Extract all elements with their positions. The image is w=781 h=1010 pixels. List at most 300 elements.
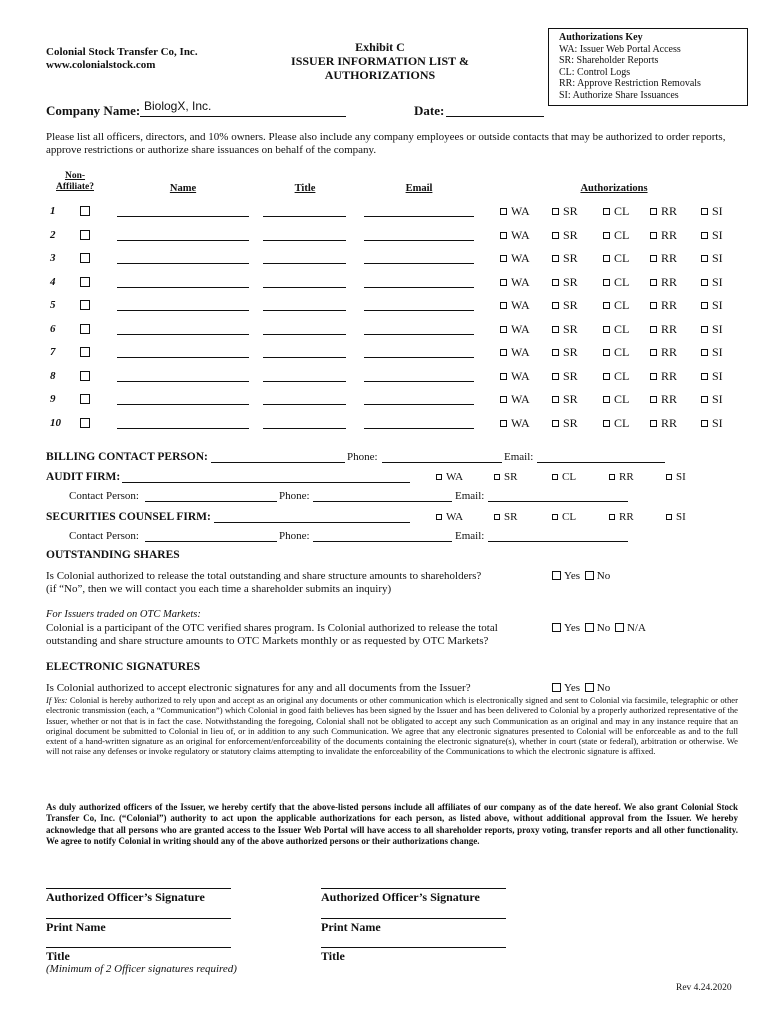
auth-sr-option[interactable] <box>552 275 578 290</box>
email-field[interactable] <box>364 287 474 288</box>
auth-wa-option[interactable] <box>500 392 530 407</box>
auth-code-label: SR <box>563 274 578 289</box>
auth-checkbox[interactable] <box>552 255 559 262</box>
auth-checkbox[interactable] <box>500 396 507 403</box>
counsel-si-option[interactable] <box>666 511 686 523</box>
auth-wa-option[interactable] <box>500 345 530 360</box>
title-field[interactable] <box>263 287 346 288</box>
esig-heading: ELECTRONIC SIGNATURES <box>46 661 201 673</box>
auth-checkbox[interactable] <box>603 349 610 356</box>
name-field[interactable] <box>117 216 249 217</box>
email-field[interactable] <box>364 263 474 264</box>
col-authorizations: Authorizations <box>580 183 648 194</box>
audit-sr-option[interactable] <box>494 471 517 483</box>
auth-code-label: SI <box>712 204 723 218</box>
auth-si-option[interactable] <box>701 298 723 313</box>
auth-checkbox[interactable] <box>552 474 558 480</box>
auth-cl-option[interactable] <box>603 392 629 407</box>
outstanding-question-line1: Is Colonial authorized to release the total outstanding and share structure amounts to shareholders? <box>46 570 482 582</box>
auth-checkbox[interactable] <box>701 396 708 403</box>
auth-si-option[interactable] <box>701 204 723 219</box>
billing-email-field[interactable] <box>537 462 665 463</box>
counsel-phone-label: Phone: <box>279 530 310 542</box>
non-affiliate-checkbox[interactable] <box>80 277 90 287</box>
auth-checkbox[interactable] <box>603 373 610 380</box>
auth-code-label: CL <box>614 251 630 265</box>
auth-code-label: RR <box>661 415 678 430</box>
auth-code-label: CL <box>614 415 630 430</box>
auth-si-option[interactable] <box>701 228 723 243</box>
non-affiliate-checkbox[interactable] <box>80 418 90 428</box>
auth-checkbox[interactable] <box>609 474 615 480</box>
auth-code-label: RR <box>661 321 678 336</box>
title-field[interactable] <box>263 263 346 264</box>
auth-code-label: RR <box>661 345 678 359</box>
title-field[interactable] <box>263 334 346 335</box>
outstanding-no-checkbox[interactable] <box>585 571 594 580</box>
auth-wa-option[interactable] <box>500 251 530 266</box>
counsel-firm-label: SECURITIES COUNSEL FIRM: <box>46 511 211 523</box>
auth-checkbox[interactable] <box>436 514 442 520</box>
outstanding-heading: OUTSTANDING SHARES <box>46 549 180 561</box>
counsel-contact-field[interactable] <box>145 541 277 542</box>
revision-label: Rev 4.24.2020 <box>676 983 732 993</box>
outstanding-question <box>46 570 481 596</box>
title-line-1: ISSUER INFORMATION LIST & <box>291 54 469 68</box>
auth-wa-option[interactable] <box>500 275 530 290</box>
row-number: 5 <box>50 299 56 311</box>
counsel-email-field[interactable] <box>488 541 628 542</box>
auth-wa-option[interactable] <box>500 369 530 384</box>
audit-phone-label: Phone: <box>279 490 310 502</box>
auth-checkbox[interactable] <box>500 373 507 380</box>
name-field[interactable] <box>117 334 249 335</box>
email-field[interactable] <box>364 381 474 382</box>
auth-si-option[interactable] <box>701 322 723 337</box>
auth-code-label: SR <box>504 471 518 483</box>
auth-checkbox[interactable] <box>701 208 708 215</box>
auth-checkbox[interactable] <box>603 255 610 262</box>
company-name-field[interactable]: BiologX, Inc. <box>144 99 212 113</box>
auth-code-label: RR <box>661 298 678 312</box>
auth-checkbox[interactable] <box>552 373 559 380</box>
auth-checkbox[interactable] <box>701 302 708 309</box>
auth-checkbox[interactable] <box>701 279 708 286</box>
auth-wa-option[interactable] <box>500 204 530 219</box>
auth-si-option[interactable] <box>701 251 723 266</box>
audit-contact-field[interactable] <box>145 501 277 502</box>
title-field[interactable] <box>263 404 346 405</box>
auth-checkbox[interactable] <box>552 514 558 520</box>
yes-label: Yes <box>564 570 581 582</box>
auth-code-label: RR <box>661 274 678 289</box>
name-field[interactable] <box>117 310 249 311</box>
title-field[interactable] <box>263 381 346 382</box>
key-item: WA: Issuer Web Portal Access <box>559 43 681 55</box>
auth-code-label: SR <box>563 227 578 242</box>
auth-rr-option[interactable] <box>650 416 677 431</box>
auth-sr-option[interactable] <box>552 228 578 243</box>
auth-code-label: WA <box>511 345 530 359</box>
auth-checkbox[interactable] <box>650 420 657 427</box>
auth-wa-option[interactable] <box>500 322 530 337</box>
auth-checkbox[interactable] <box>650 255 657 262</box>
name-field[interactable] <box>117 287 249 288</box>
signature-line-1[interactable] <box>46 888 231 889</box>
auth-checkbox[interactable] <box>666 514 672 520</box>
esig-options <box>552 682 610 694</box>
audit-cl-option[interactable] <box>552 471 576 483</box>
auth-code-label: SI <box>712 415 723 430</box>
col-non-affiliate <box>52 171 98 193</box>
auth-code-label: SI <box>712 274 723 289</box>
yes-label: Yes <box>564 682 581 694</box>
row-number: 10 <box>50 416 61 429</box>
counsel-rr-option[interactable] <box>609 511 634 523</box>
auth-code-label: CL <box>614 345 630 359</box>
audit-email-field[interactable] <box>488 501 628 502</box>
email-field[interactable] <box>364 357 474 358</box>
auth-checkbox[interactable] <box>701 420 708 427</box>
key-title: Authorizations Key <box>559 32 643 43</box>
auth-code-label: RR <box>619 511 634 523</box>
auth-rr-option[interactable] <box>650 204 677 219</box>
otc-no-checkbox[interactable] <box>585 623 594 632</box>
auth-code-label: CL <box>562 471 577 483</box>
counsel-sr-option[interactable] <box>494 511 517 523</box>
auth-code-label: WA <box>511 298 530 312</box>
auth-code-label: CL <box>614 298 630 312</box>
auth-checkbox[interactable] <box>650 396 657 403</box>
auth-code-label: RR <box>661 204 678 218</box>
esig-yes-checkbox[interactable] <box>552 683 561 692</box>
auth-checkbox[interactable] <box>603 396 610 403</box>
col-title: Title <box>294 183 316 194</box>
auth-code-label: SI <box>712 227 723 242</box>
auth-checkbox[interactable] <box>701 232 708 239</box>
key-item: RR: Approve Restriction Removals <box>559 78 701 90</box>
non-affiliate-checkbox[interactable] <box>80 371 90 381</box>
auth-checkbox[interactable] <box>500 208 507 215</box>
billing-phone-field[interactable] <box>382 462 502 463</box>
name-field[interactable] <box>117 381 249 382</box>
auth-code-label: SI <box>676 511 686 523</box>
auth-wa-option[interactable] <box>500 416 530 431</box>
signature-line-2[interactable] <box>321 888 506 889</box>
auth-checkbox[interactable] <box>552 232 559 239</box>
counsel-cl-option[interactable] <box>552 511 576 523</box>
auth-cl-option[interactable] <box>603 369 629 384</box>
auth-rr-option[interactable] <box>650 392 677 407</box>
auth-checkbox[interactable] <box>650 208 657 215</box>
auth-code-label: WA <box>511 321 530 336</box>
auth-code-label: SI <box>676 471 686 483</box>
name-field[interactable] <box>117 263 249 264</box>
auth-cl-option[interactable] <box>603 228 629 243</box>
auth-sr-option[interactable] <box>552 298 578 313</box>
otc-note: For Issuers traded on OTC Markets: <box>46 609 201 620</box>
row-number: 7 <box>50 346 56 358</box>
auth-cl-option[interactable] <box>603 322 629 337</box>
auth-code-label: WA <box>446 471 464 483</box>
auth-si-option[interactable] <box>701 275 723 290</box>
auth-sr-option[interactable] <box>552 251 578 266</box>
col-non-affiliate-line2: Affiliate? <box>56 182 94 192</box>
audit-wa-option[interactable] <box>436 471 463 483</box>
audit-rr-option[interactable] <box>609 471 634 483</box>
billing-label: BILLING CONTACT PERSON: <box>46 451 208 463</box>
certification-text: As duly authorized officers of the Issuer, we hereby certify that the above-listed persons include all affiliates of our company as of the date hereof. We also grant Colonial Stock Transfer Co, Inc. (“Colonial”) authority to act upon the applicable authorizations for each person, as listed above, without additional approval from the Issuer. We hereby acknowledge that all persons who are granted access to the Issuer Web Portal will have access to all shareholder reports, proxy voting, transfer reports and all other functionality. We agree to notify Colonial in writing should any of the above authorized persons or their authorizations change. <box>46 802 738 847</box>
authorizations-key <box>548 28 748 106</box>
esig-no-checkbox[interactable] <box>585 683 594 692</box>
print-name-label-2: Print Name <box>321 920 381 934</box>
title-line-1-field[interactable] <box>46 947 231 948</box>
key-item: SR: Shareholder Reports <box>559 55 659 67</box>
auth-checkbox[interactable] <box>552 326 559 333</box>
auth-checkbox[interactable] <box>500 255 507 262</box>
outstanding-yes-checkbox[interactable] <box>552 571 561 580</box>
col-non-affiliate-line1: Non- <box>64 171 86 181</box>
auth-checkbox[interactable] <box>650 279 657 286</box>
auth-code-label: SR <box>563 415 578 430</box>
exhibit-label: Exhibit C <box>355 40 405 54</box>
auth-code-label: SR <box>563 345 578 359</box>
col-name: Name <box>169 183 197 194</box>
auth-wa-option[interactable] <box>500 228 530 243</box>
email-field[interactable] <box>364 404 474 405</box>
otc-na-checkbox[interactable] <box>615 623 624 632</box>
auth-checkbox[interactable] <box>552 302 559 309</box>
auth-rr-option[interactable] <box>650 251 677 266</box>
auth-checkbox[interactable] <box>603 420 610 427</box>
auth-si-option[interactable] <box>701 392 723 407</box>
auth-cl-option[interactable] <box>603 275 629 290</box>
signature-note: (Minimum of 2 Officer signatures required) <box>46 963 237 975</box>
auth-rr-option[interactable] <box>650 369 677 384</box>
outstanding-options <box>552 570 610 582</box>
auth-cl-option[interactable] <box>603 416 629 431</box>
auth-code-label: SI <box>712 321 723 336</box>
audit-email-label: Email: <box>455 490 485 502</box>
auth-checkbox[interactable] <box>701 349 708 356</box>
auth-checkbox[interactable] <box>436 474 442 480</box>
audit-si-option[interactable] <box>666 471 686 483</box>
counsel-firm-field[interactable] <box>214 522 410 523</box>
auth-code-label: CL <box>614 227 630 242</box>
auth-code-label: WA <box>511 368 530 383</box>
row-number: 2 <box>50 228 56 241</box>
esig-body-text: Colonial is hereby authorized to rely upon and accept as an original any documents or other communication which is electronically signed and sent to Colonial via facsimile, telegraphic or other electronic transmission (each, a “Communication”) which Colonial in good faith believes has been signed by the Issuer and has been delivered to Colonial by a properly authorized representative of the Issuer, whether or not that is in fact the case. Notwithstanding the foregoing, Colonial shall not be obligated to accept any such Communication as an original and may in any instance require that an original document be submitted to Colonial in lieu of, or in addition to any such Communication. We agree that any electronic signatures presented to Colonial will be enforceable as and to the full extent of a hand-written signature as an original for enforcement/enforceability of the documents containing the electronic signature(s), whether in court (state or federal), arbitration or otherwise. We will not raise any defenses or invoke regulatory or statutory claims attempting to invalidate the enforceability of the Communications to which the electronic signature is affixed. <box>46 695 738 757</box>
col-email: Email <box>405 183 433 194</box>
no-label: No <box>596 622 611 634</box>
otc-question-line1: Colonial is a participant of the OTC verified shares program. Is Colonial authorized to release the total <box>46 622 498 634</box>
auth-checkbox[interactable] <box>650 373 657 380</box>
auth-wa-option[interactable] <box>500 298 530 313</box>
auth-checkbox[interactable] <box>650 349 657 356</box>
auth-code-label: SR <box>563 298 578 312</box>
auth-code-label: SR <box>563 251 578 265</box>
otc-options <box>552 622 646 634</box>
auth-code-label: CL <box>614 274 630 289</box>
name-field[interactable] <box>117 240 249 241</box>
company-name-label: Company Name: <box>46 103 141 118</box>
auth-checkbox[interactable] <box>552 349 559 356</box>
auth-cl-option[interactable] <box>603 251 629 266</box>
auth-checkbox[interactable] <box>701 326 708 333</box>
counsel-email-label: Email: <box>455 530 485 542</box>
print-name-line-2[interactable] <box>321 918 506 919</box>
key-item: SI: Authorize Share Issuances <box>559 89 679 101</box>
auth-code-label: WA <box>511 415 530 430</box>
auth-checkbox[interactable] <box>552 208 559 215</box>
non-affiliate-checkbox[interactable] <box>80 253 90 263</box>
auth-cl-option[interactable] <box>603 298 629 313</box>
date-field[interactable] <box>446 116 544 117</box>
yes-label: Yes <box>564 622 581 634</box>
auth-checkbox[interactable] <box>552 396 559 403</box>
auth-code-label: WA <box>511 274 530 289</box>
auth-code-label: SR <box>563 321 578 336</box>
auth-code-label: CL <box>562 511 577 523</box>
document-title <box>250 40 510 82</box>
auth-code-label: RR <box>661 251 678 265</box>
auth-rr-option[interactable] <box>650 228 677 243</box>
auth-code-label: RR <box>661 392 678 406</box>
auth-sr-option[interactable] <box>552 204 578 219</box>
non-affiliate-checkbox[interactable] <box>80 300 90 310</box>
na-label: N/A <box>626 622 646 634</box>
auth-checkbox[interactable] <box>603 326 610 333</box>
title-field[interactable] <box>263 357 346 358</box>
auth-code-label: RR <box>661 227 678 242</box>
name-field[interactable] <box>117 428 249 429</box>
email-field[interactable] <box>364 334 474 335</box>
title-field[interactable] <box>263 216 346 217</box>
auth-code-label: SR <box>563 368 578 383</box>
auth-checkbox[interactable] <box>650 232 657 239</box>
auth-code-label: WA <box>511 227 530 242</box>
otc-question <box>46 622 498 648</box>
auth-rr-option[interactable] <box>650 298 677 313</box>
email-field[interactable] <box>364 310 474 311</box>
auth-rr-option[interactable] <box>650 345 677 360</box>
title-field[interactable] <box>263 310 346 311</box>
auth-si-option[interactable] <box>701 345 723 360</box>
otc-yes-checkbox[interactable] <box>552 623 561 632</box>
print-name-line-1[interactable] <box>46 918 231 919</box>
auth-checkbox[interactable] <box>494 474 500 480</box>
auth-checkbox[interactable] <box>650 302 657 309</box>
counsel-wa-option[interactable] <box>436 511 463 523</box>
auth-si-option[interactable] <box>701 369 723 384</box>
auth-checkbox[interactable] <box>500 326 507 333</box>
signature-label-1: Authorized Officer’s Signature <box>46 890 205 904</box>
auth-checkbox[interactable] <box>666 474 672 480</box>
auth-rr-option[interactable] <box>650 275 677 290</box>
key-item: CL: Control Logs <box>559 66 631 78</box>
email-field[interactable] <box>364 240 474 241</box>
non-affiliate-checkbox[interactable] <box>80 230 90 240</box>
row-number: 3 <box>50 252 56 264</box>
auth-code-label: WA <box>511 251 530 265</box>
non-affiliate-checkbox[interactable] <box>80 324 90 334</box>
intro-text: Please list all officers, directors, and 10% owners. Please also include any company employees or outside contacts that may be authorized to order reports, approve restrictions or authorize share issuances on behalf of the company. <box>46 131 726 156</box>
audit-firm-label: AUDIT FIRM: <box>46 471 121 483</box>
non-affiliate-checkbox[interactable] <box>80 347 90 357</box>
audit-contact-label: Contact Person: <box>69 490 139 502</box>
auth-checkbox[interactable] <box>552 420 559 427</box>
auth-code-label: SI <box>712 392 723 406</box>
auth-checkbox[interactable] <box>500 232 507 239</box>
row-number: 8 <box>50 369 56 382</box>
auth-cl-option[interactable] <box>603 204 629 219</box>
auth-code-label: SI <box>712 251 723 265</box>
auth-checkbox[interactable] <box>650 326 657 333</box>
auth-checkbox[interactable] <box>603 208 610 215</box>
auth-checkbox[interactable] <box>494 514 500 520</box>
auth-checkbox[interactable] <box>500 279 507 286</box>
billing-contact-field[interactable] <box>211 462 345 463</box>
title-field[interactable] <box>263 240 346 241</box>
auth-code-label: RR <box>661 368 678 383</box>
title-label-1: Title <box>46 949 70 963</box>
auth-checkbox[interactable] <box>701 255 708 262</box>
title-line-2-field[interactable] <box>321 947 506 948</box>
auth-checkbox[interactable] <box>552 279 559 286</box>
auth-sr-option[interactable] <box>552 322 578 337</box>
auth-code-label: WA <box>511 204 530 218</box>
auth-code-label: CL <box>614 321 630 336</box>
auth-code-label: SI <box>712 345 723 359</box>
auth-checkbox[interactable] <box>500 420 507 427</box>
auth-checkbox[interactable] <box>500 302 507 309</box>
non-affiliate-checkbox[interactable] <box>80 394 90 404</box>
email-field[interactable] <box>364 216 474 217</box>
counsel-contact-label: Contact Person: <box>69 530 139 542</box>
audit-firm-field[interactable] <box>122 482 410 483</box>
auth-sr-option[interactable] <box>552 416 578 431</box>
email-field[interactable] <box>364 428 474 429</box>
auth-sr-option[interactable] <box>552 369 578 384</box>
audit-phone-field[interactable] <box>313 501 452 502</box>
auth-checkbox[interactable] <box>603 232 610 239</box>
company-name-line <box>140 116 346 117</box>
billing-phone-label: Phone: <box>347 451 378 463</box>
auth-si-option[interactable] <box>701 416 723 431</box>
auth-checkbox[interactable] <box>609 514 615 520</box>
otc-question-line2: outstanding and share structure amounts to OTC Markets monthly or as requested by OTC Markets? <box>46 635 489 647</box>
auth-sr-option[interactable] <box>552 345 578 360</box>
auth-checkbox[interactable] <box>701 373 708 380</box>
name-field[interactable] <box>117 357 249 358</box>
auth-sr-option[interactable] <box>552 392 578 407</box>
auth-checkbox[interactable] <box>603 302 610 309</box>
auth-code-label: SI <box>712 298 723 312</box>
company-header: Colonial Stock Transfer Co, Inc. <box>46 46 198 58</box>
signature-label-2: Authorized Officer’s Signature <box>321 890 480 904</box>
auth-checkbox[interactable] <box>603 279 610 286</box>
auth-cl-option[interactable] <box>603 345 629 360</box>
counsel-phone-field[interactable] <box>313 541 452 542</box>
date-label: Date: <box>414 103 445 118</box>
auth-checkbox[interactable] <box>500 349 507 356</box>
title-line-2: AUTHORIZATIONS <box>324 68 436 82</box>
title-field[interactable] <box>263 428 346 429</box>
non-affiliate-checkbox[interactable] <box>80 206 90 216</box>
name-field[interactable] <box>117 404 249 405</box>
auth-code-label: CL <box>614 204 630 218</box>
auth-rr-option[interactable] <box>650 322 677 337</box>
